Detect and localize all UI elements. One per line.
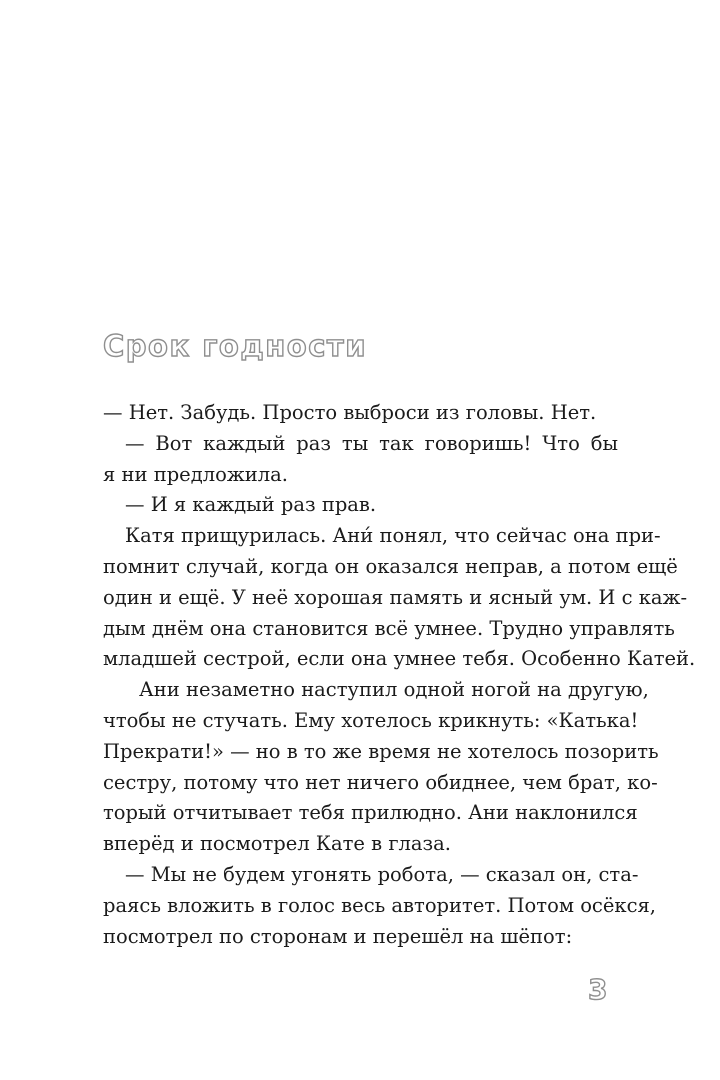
text-line: Ани незаметно наступил одной ногой на другую, [139,678,649,702]
body-text [103,398,696,952]
text-line: — И я каждый раз прав. [125,493,377,517]
text-line: помнит случай, когда он оказался неправ, а потом ещё [103,554,678,578]
text-line: сестру, потому что нет ничего обиднее, чем брат, ко- [103,770,658,794]
text-line: торый отчитывает тебя прилюдно. Ани наклонился [103,801,638,825]
page-number: 3 [588,973,608,1006]
text-line: один и ещё. У неё хорошая память и ясный ум. И с каж- [103,585,688,609]
text-line: — Вот каждый раз ты так говоришь! Что бы [125,431,618,455]
text-line: посмотрел по сторонам и перешёл на шёпот: [103,924,573,948]
text-line: Катя прищурилась. Ани́ понял, что сейчас она при- [125,524,661,548]
text-line: младшей сестрой, если она умнее тебя. Особенно Катей. [103,647,696,671]
text-line: дым днём она становится всё умнее. Трудно управлять [103,616,675,640]
text-line: вперёд и посмотрел Кате в глаза. [103,832,452,856]
text-line: чтобы не стучать. Ему хотелось крикнуть: «Катька! [103,708,639,732]
text-line: Прекрати!» — но в то же время не хотелось позорить [103,739,659,763]
text-line: раясь вложить в голос весь авторитет. Потом осёкся, [103,893,656,917]
text-line: я ни предложила. [103,462,288,486]
chapter-title: Срок годности [103,329,368,363]
text-line: — Мы не будем угонять робота, — сказал он, ста- [125,862,639,886]
text-line: — Нет. Забудь. Просто выброси из головы. Нет. [103,401,597,424]
